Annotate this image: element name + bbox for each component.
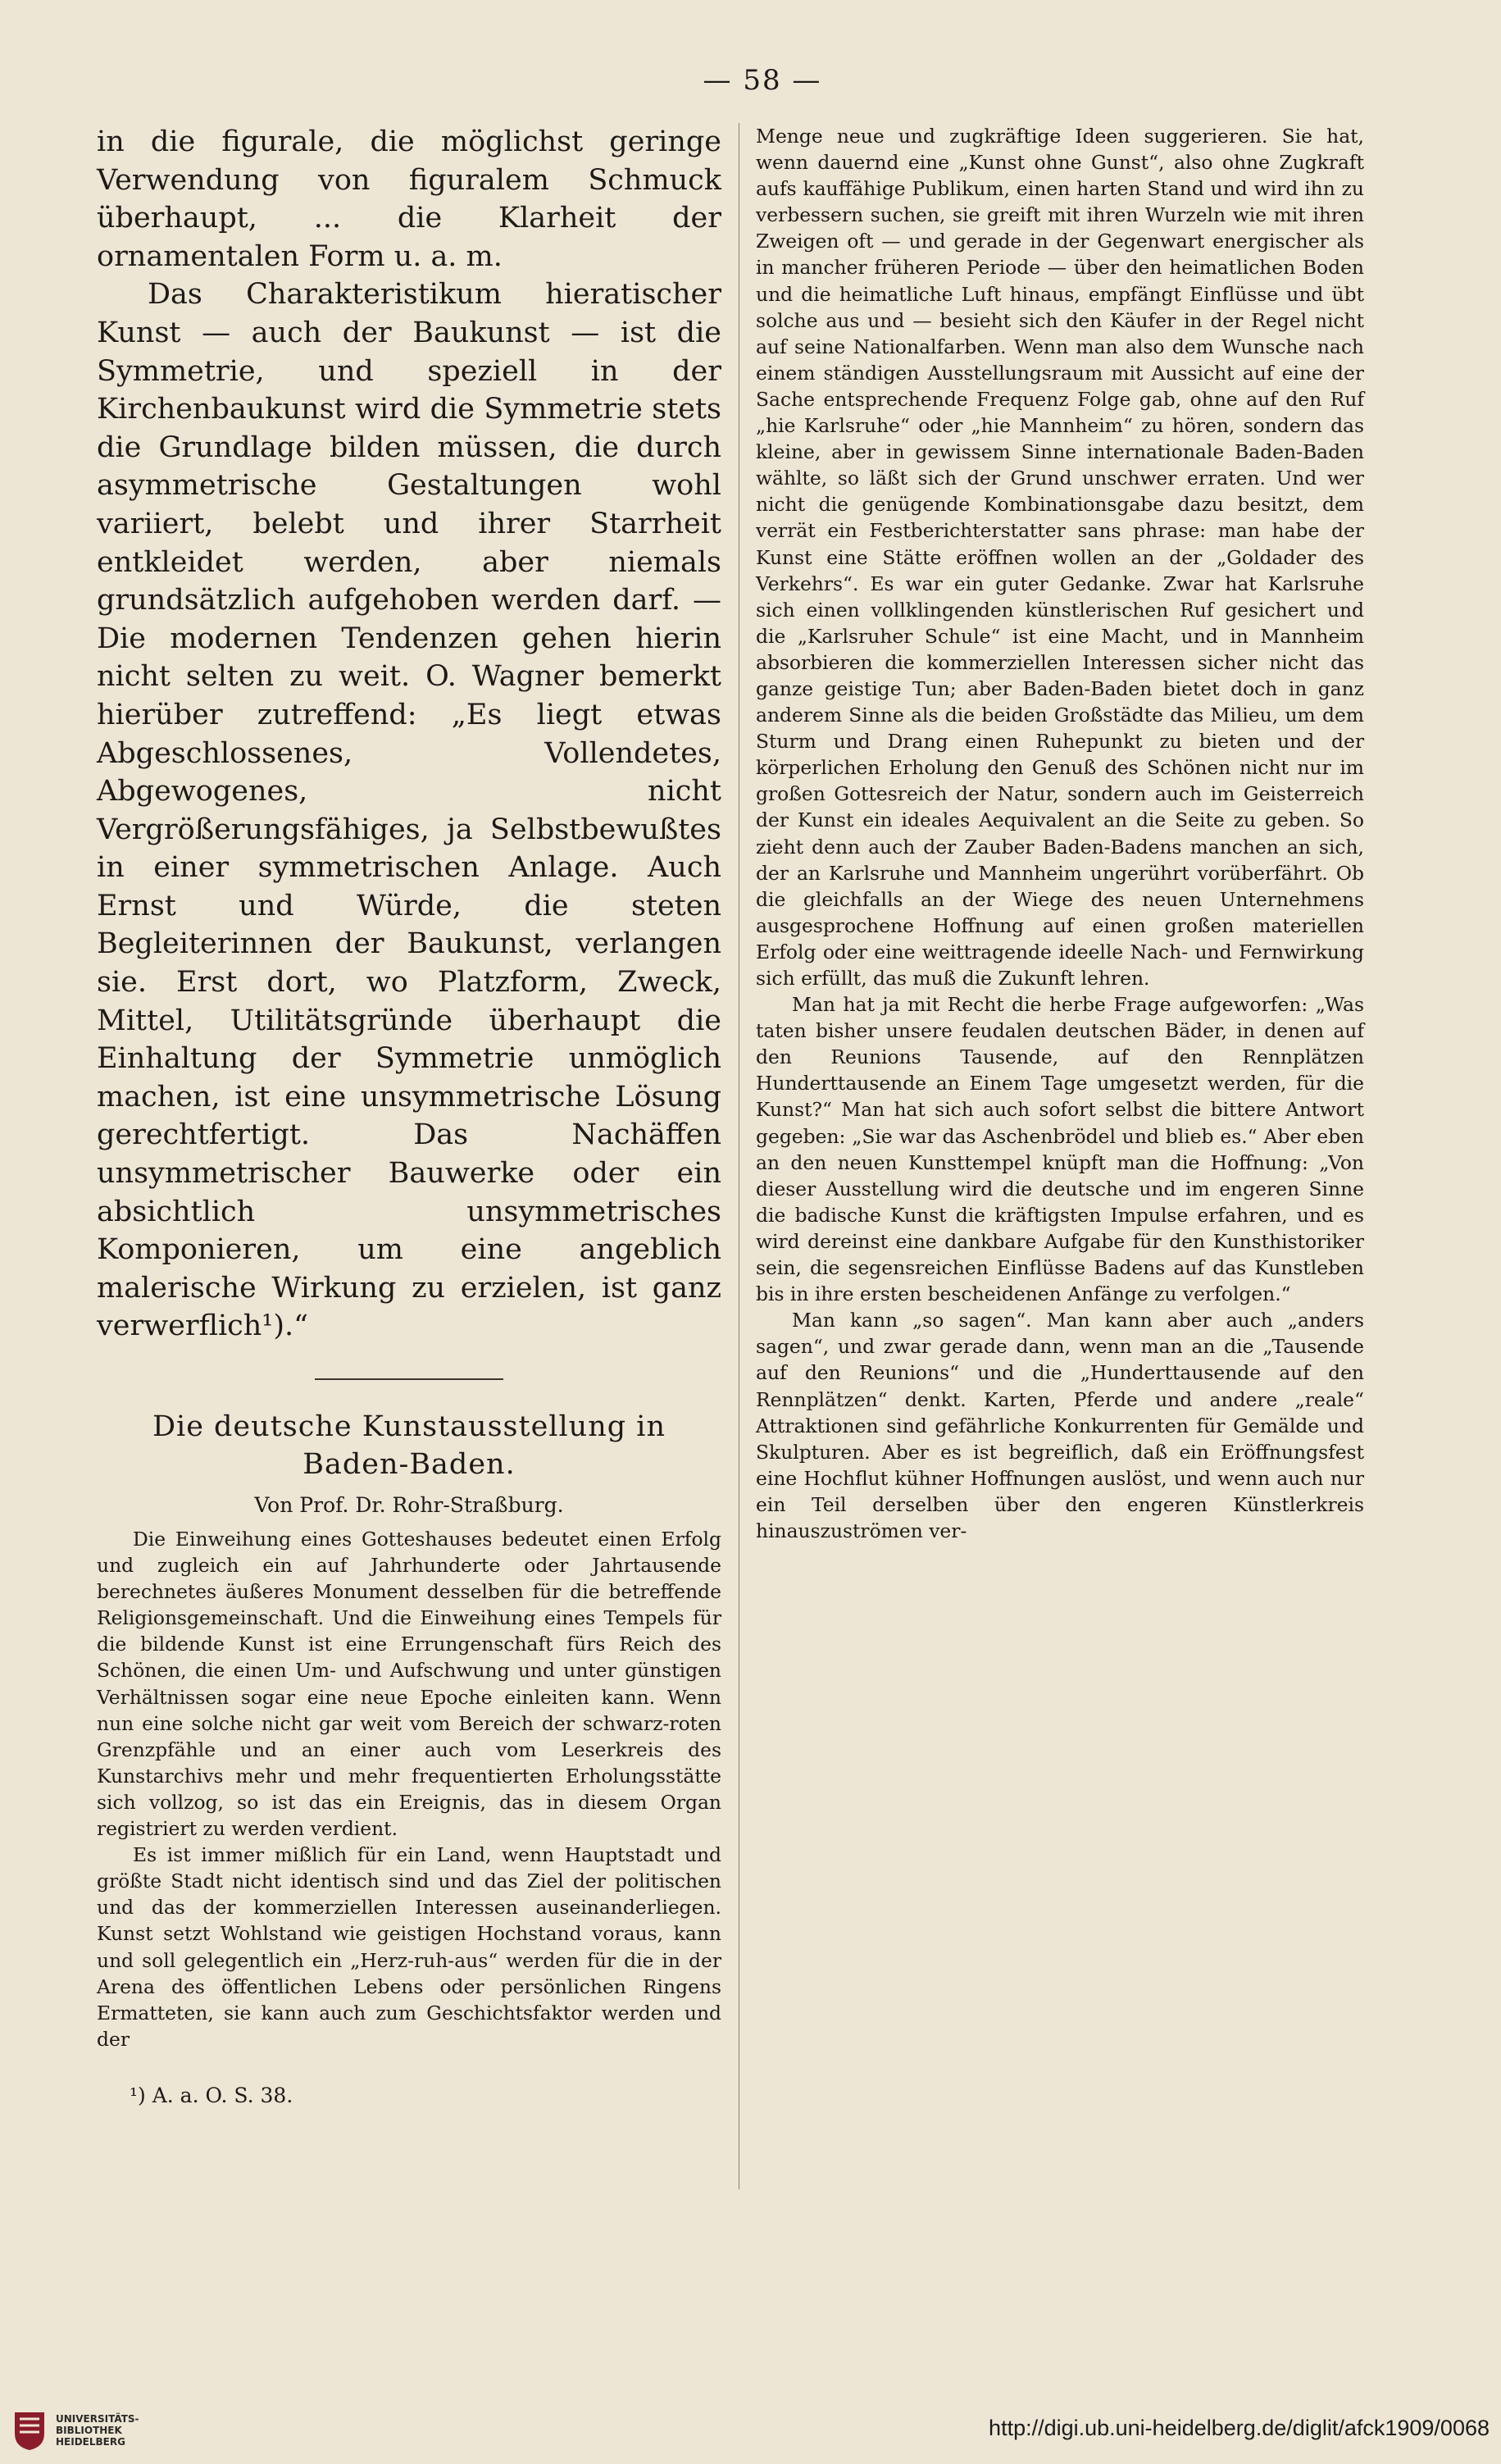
right-column bbox=[756, 123, 1364, 1544]
article-title: Die deutsche Kunstausstellung in Baden-Baden. bbox=[152, 1410, 666, 1481]
article-byline: Von Prof. Dr. Rohr-Straßburg. bbox=[254, 1493, 564, 1517]
library-name bbox=[56, 2413, 139, 2448]
footnote: ¹) A. a. O. S. 38. bbox=[130, 2083, 293, 2107]
left-column bbox=[97, 123, 721, 2110]
paragraph: Das Charakteristikum hieratischer Kunst — auch der Baukunst — ist die Symmetrie, und speziell in der Kirchenbaukunst wird die Symmetrie stets die Grundlage bilden müssen, die durch asymmetrische Gestaltungen wohl variiert, belebt und ihrer Starrheit entkleidet werden, aber niemals grundsätzlich aufgehoben werden darf. — Die modernen Tendenzen gehen hierin nicht selten zu weit. O. Wagner bemerkt hierüber zutreffend: „Es liegt etwas Abgeschlossenes, Vollendetes, Abgewogenes, nicht Vergrößerungsfähiges, ja Selbstbewußtes in einer symmetrischen Anlage. Auch Ernst und Würde, die steten Begleiterinnen der Baukunst, verlangen sie. Erst dort, wo Platzform, Zweck, Mittel, Utilitätsgründe überhaupt die Einhaltung der Symmetrie unmöglich machen, ist eine unsymmetrische Lösung gerechtfertigt. Das Nachäffen unsymmetrischer Bauwerke oder ein absichtlich unsymmetrisches Komponieren, um eine angeblich malerische Wirkung zu erzielen, ist ganz verwerflich¹).“ bbox=[97, 278, 721, 1343]
library-name-line: BIBLIOTHEK bbox=[56, 2425, 122, 2436]
paragraph: Man hat ja mit Recht die herbe Frage aufgeworfen: „Was taten bisher unsere feudalen deutschen Bäder, in denen auf den Reunions Tausende, auf den Rennplätzen Hunderttausende an Einem Tage umgesetzt werden, für die Kunst?“ Man hat sich auch sofort selbst die bittere Antwort gegeben: „Sie war das Aschenbrödel und blieb es.“ Aber eben an den neuen Kunsttempel knüpft man die Hoffnung: „Von dieser Ausstellung wird die deutsche und im engeren Sinne die badische Kunst die kräftigsten Impulse erfahren, und es wird dereinst eine dankbare Aufgabe für den Kunsthistoriker sein, die segensreichen Einflüsse Badens auf das Kunstleben bis in ihre ersten bescheidenen Anfänge zu verfolgen.“ bbox=[756, 993, 1364, 1306]
paragraph: in die figurale, die möglichst geringe Verwendung von figuralem Schmuck überhaupt, ... die Klarheit der ornamentalen Form u. a. m. bbox=[97, 125, 721, 273]
paragraph: Es ist immer mißlich für ein Land, wenn Hauptstadt und größte Stadt nicht identisch sind und das Ziel der politischen und das der kommerziellen Interessen auseinanderliegen. Kunst setzt Wohlstand wie geistigen Hochstand voraus, kann und soll gelegentlich ein „Herz-ruh-aus“ werden für die in der Arena des öffentlichen Lebens oder persönlichen Ringens Ermatteten, sie kann auch zum Geschichtsfaktor werden und der bbox=[97, 1843, 721, 2051]
page-number: — 58 — bbox=[703, 64, 822, 97]
library-seal-icon bbox=[11, 2409, 48, 2452]
library-logo[interactable] bbox=[11, 2409, 139, 2452]
source-url-link[interactable]: http://digi.ub.uni-heidelberg.de/diglit/afck1909/0068 bbox=[989, 2416, 1490, 2440]
paragraph: Menge neue und zugkräftige Ideen suggerieren. Sie hat, wenn dauernd eine „Kunst ohne Gunst“, also ohne Zugkraft aufs kauffähige Publikum, einen harten Stand und wird ihn zu verbessern suchen, sie greift mit ihren Wurzeln wie mit ihren Zweigen oft — und gerade in der Gegenwart energischer als in mancher früheren Periode — über den heimatlichen Boden und die heimatliche Luft hinaus, empfängt Einflüsse und übt solche aus und — besieht sich den Käufer in der Regel nicht auf seine Nationalfarben. Wenn man also dem Wunsche nach einem ständigen Ausstellungsraum mit Aussicht auf eine der Sache entsprechende Frequenz Folge gab, ohne auf den Ruf „hie Karlsruhe“ oder „hie Mannheim“ zu hören, sondern das kleine, aber in gewissem Sinne internationale Baden-Baden wählte, so läßt sich der Grund unschwer erraten. Und wer nicht die genügende Kombinationsgabe dazu besitzt, dem verrät ein Festberichterstatter sans phrase: man habe der Kunst eine Stätte eröffnen wollen an der „Goldader des Verkehrs“. Es war ein guter Gedanke. Zwar hat Karlsruhe sich einen vollklingenden künstlerischen Ruf gesichert und die „Karlsruher Schule“ ist eine Macht, und in Mannheim absorbieren die kommerziellen Interessen sicher nicht das ganze geistige Tun; aber Baden-Baden bietet doch in ganz anderem Sinne als die beiden Großstädte das Milieu, um dem Sturm und Drang einen Ruhepunkt zu bieten und der körperlichen Erholung den Genuß des Schönen nicht nur im großen Gottesreich der Natur, sondern auch im Geisterreich der Kunst ein ideales Aequivalent an die Seite zu geben. So zieht denn auch der Zauber Baden-Badens manchen an sich, der an Karlsruhe und Mannheim ungerührt vorüberfährt. Ob die gleichfalls an der Wiege des neuen Unternehmens ausgesprochene Hoffnung auf einen großen materiellen Erfolg oder eine weittragende ideelle Nach- und Fernwirkung sich erfüllt, das muß die Zukunft lehren. bbox=[756, 125, 1364, 990]
paragraph: Die Einweihung eines Gotteshauses bedeutet einen Erfolg und zugleich ein auf Jahrhunderte oder Jahrtausende berechnetes äußeres Monument desselben für die betreffende Religionsgemeinschaft. Und die Einweihung eines Tempels für die bildende Kunst ist eine Errungenschaft fürs Reich des Schönen, die einen Um- und Aufschwung und unter günstigen Verhältnissen sogar eine neue Epoche einleiten kann. Wenn nun eine solche nicht gar weit vom Bereich der schwarz-roten Grenzpfähle und an einer auch vom Leserkreis des Kunstarchivs mehr und mehr frequentierten Erholungsstätte sich vollzog, so ist das ein Ereignis, das in diesem Organ registriert zu werden verdient. bbox=[97, 1528, 721, 1841]
article-body bbox=[97, 1526, 721, 2052]
paragraph: Man kann „so sagen“. Man kann aber auch „anders sagen“, und zwar gerade dann, wenn man an die „Tausende auf den Reunions“ und die „Hunderttausende auf den Rennplätzen“ denkt. Karten, Pferde und andere „reale“ Attraktionen sind gefährliche Konkurrenten für Gemälde und Skulpturen. Aber es ist begreiflich, daß ein Eröffnungsfest eine Hochflut kühner Hoffnungen auslöst, und wenn auch nur ein Teil derselben über den engeren Künstlerkreis hinauszuströmen ver- bbox=[756, 1309, 1364, 1542]
library-name-line: HEIDELBERG bbox=[56, 2436, 125, 2448]
continued-text bbox=[97, 123, 721, 1346]
footer-bar bbox=[0, 2403, 1501, 2464]
library-name-line: UNIVERSITÄTS- bbox=[56, 2413, 139, 2425]
section-divider bbox=[315, 1378, 503, 1380]
